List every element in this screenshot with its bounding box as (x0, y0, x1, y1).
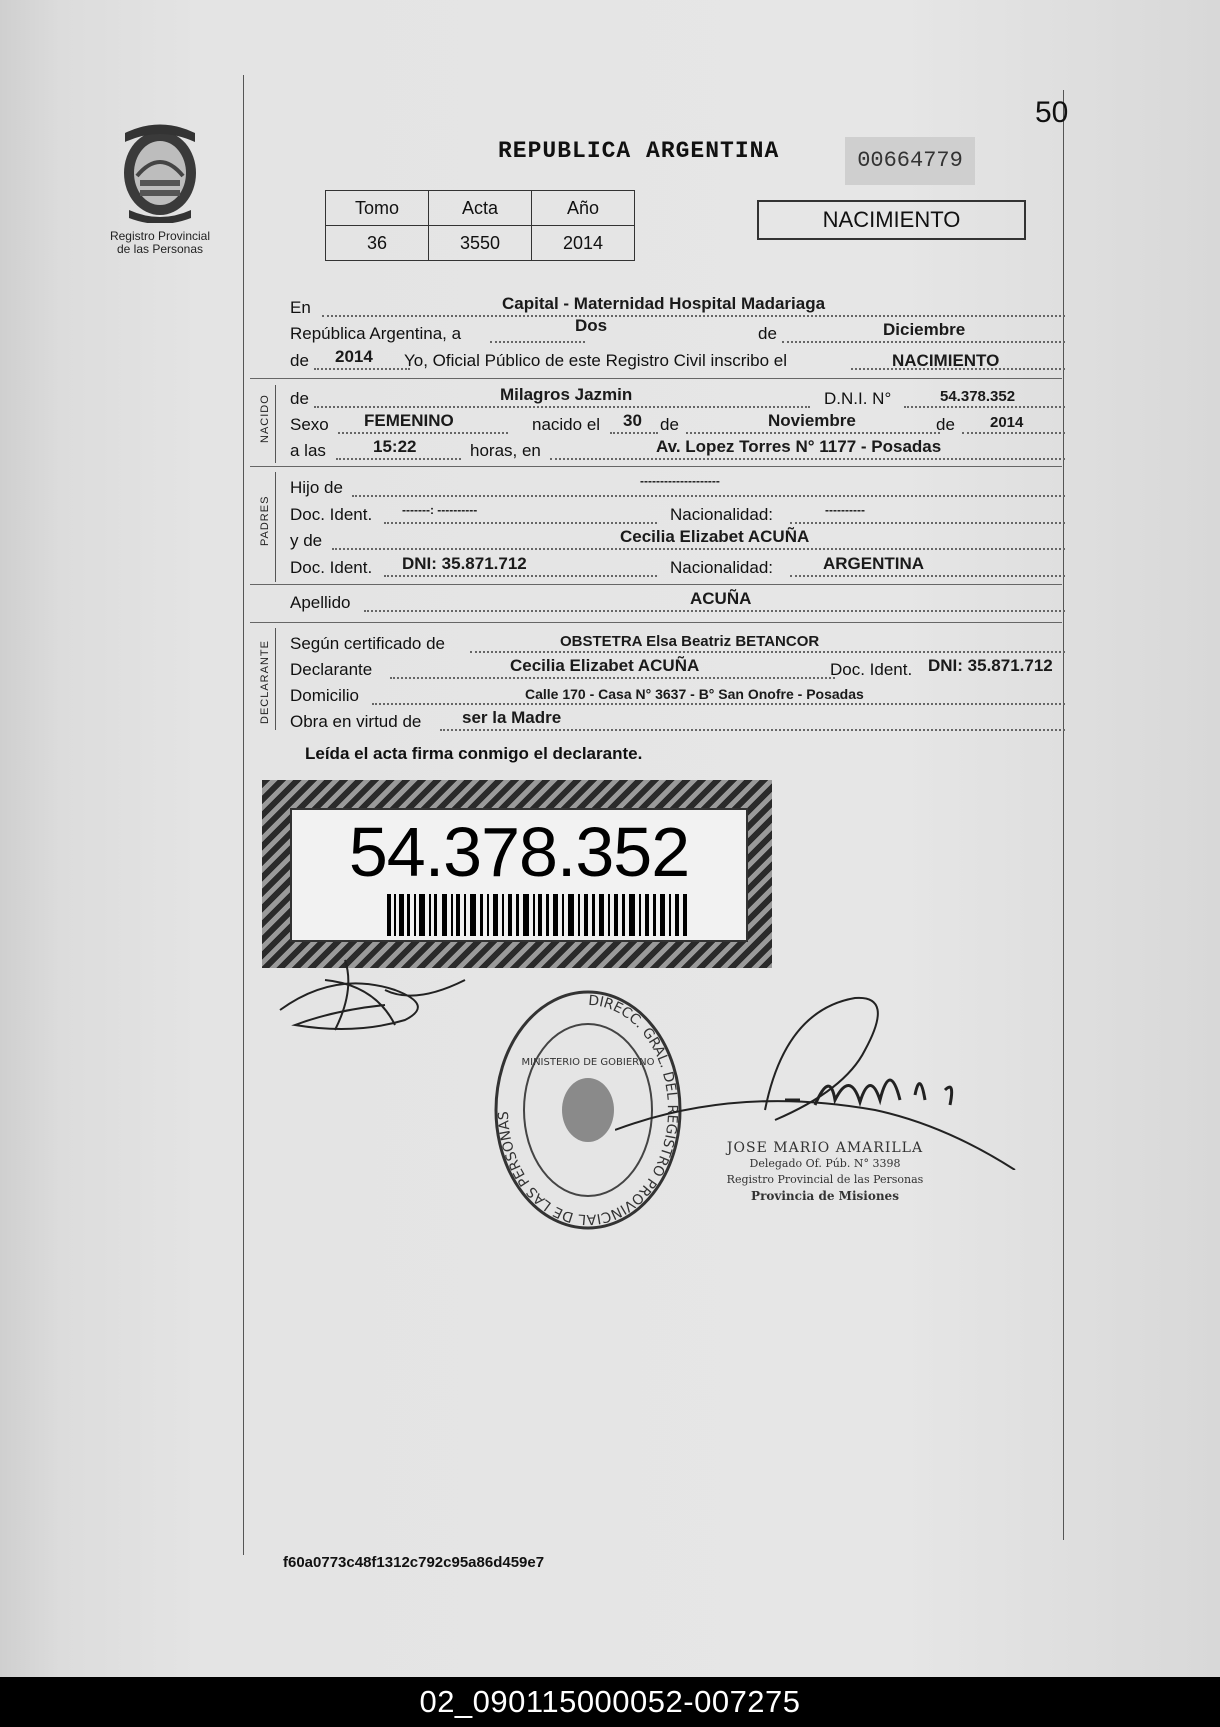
label-inscribo: Yo, Oficial Público de este Registro Civil inscribo el (404, 351, 787, 370)
value-birth-place: Av. Lopez Torres N° 1177 - Posadas (656, 437, 942, 456)
dots (790, 575, 1065, 577)
acta-value: 3550 (429, 226, 532, 261)
label-declarante: Declarante (290, 660, 373, 679)
value-mother: Cecilia Elizabet ACUÑA (620, 527, 810, 546)
declarante-top-divider (250, 622, 1062, 623)
official-title: Delegado Of. Púb. N° 3398 (749, 1157, 901, 1170)
dots (782, 341, 1065, 343)
document-hash: f60a0773c48f1312c792c95a86d459e7 (283, 1554, 545, 1571)
section-divider-nacido (275, 385, 276, 463)
anio-value: 2014 (532, 226, 635, 261)
dots (372, 703, 1065, 705)
value-sex: FEMENINO (364, 411, 454, 430)
registry-name-line1: Registro Provincial (109, 229, 211, 243)
dots (384, 575, 657, 577)
label-nacido-el: nacido el (532, 415, 601, 434)
value-child-dni: 54.378.352 (940, 388, 1016, 405)
row-doc-mother (290, 554, 1065, 580)
label-a-las: a las (290, 441, 326, 460)
label-domicilio: Domicilio (290, 686, 359, 705)
value-father: -------------------- (640, 474, 720, 488)
label-doc-ident-father: Doc. Ident. (290, 505, 373, 524)
value-place-of-registration: Capital - Maternidad Hospital Madariaga (502, 294, 826, 313)
left-margin-line (243, 75, 244, 1555)
dots (338, 432, 508, 434)
serial-number: 00664779 (845, 137, 975, 185)
section-divider-declarante (275, 628, 276, 730)
value-day: Dos (575, 316, 608, 335)
dots (336, 458, 461, 460)
seal-inner-text: MINISTERIO DE GOBIERNO (521, 1057, 655, 1068)
label-de-birth2: de (936, 415, 955, 434)
dni-barcode-label (262, 780, 772, 968)
act-type-box: NACIMIENTO (757, 200, 1026, 240)
label-segun-certificado: Según certificado de (290, 634, 445, 653)
row-declarante (290, 656, 1065, 682)
official-registry: Registro Provincial de las Personas (726, 1173, 924, 1186)
dots (490, 341, 585, 343)
declarant-signature-icon (275, 950, 495, 1050)
registry-name (90, 230, 230, 256)
row-anio (290, 347, 1065, 373)
section-label-nacido: NACIDO (259, 394, 271, 443)
padres-top-divider (250, 466, 1062, 467)
label-en: En (290, 298, 311, 317)
section-divider-padres (275, 472, 276, 582)
file-id-strip: 02_090115000052-007275 (0, 1677, 1220, 1727)
value-father-doc: -------: ---------- (402, 503, 478, 517)
dots (314, 406, 810, 408)
dots (332, 548, 1065, 550)
label-dni: D.N.I. N° (824, 389, 892, 408)
page-number: 50 (1035, 96, 1069, 129)
label-horas-en: horas, en (470, 441, 541, 460)
dots (550, 458, 1065, 460)
row-republica (290, 316, 1065, 346)
dots (610, 432, 658, 434)
tomo-value: 36 (326, 226, 429, 261)
padres-bottom-divider (250, 584, 1062, 585)
dots (904, 406, 1065, 408)
value-basis: ser la Madre (462, 708, 562, 727)
label-obra-en-virtud: Obra en virtud de (290, 712, 422, 731)
row-doc-father (290, 501, 1065, 527)
value-birth-month: Noviembre (768, 411, 856, 430)
nacido-top-divider (250, 378, 1062, 379)
label-hijo-de: Hijo de (290, 478, 343, 497)
value-month: Diciembre (883, 320, 966, 339)
row-sexo (290, 411, 1065, 437)
value-certificate: OBSTETRA Elsa Beatriz BETANCOR (560, 633, 820, 650)
label-de-nombre: de (290, 389, 309, 408)
row-apellido (290, 589, 1065, 615)
tomo-header: Tomo (326, 191, 429, 226)
dots (384, 522, 657, 524)
barcode-white-panel (290, 808, 748, 942)
value-surname: ACUÑA (690, 589, 752, 608)
official-stamp-block (700, 1140, 950, 1204)
value-mother-doc: DNI: 35.871.712 (402, 554, 527, 573)
row-en (290, 294, 1065, 320)
row-domicilio (290, 682, 1065, 708)
row-certificado (290, 630, 1065, 656)
row-y-de (290, 527, 1065, 553)
row-nombre (290, 385, 1065, 411)
barcode-icon (387, 894, 687, 936)
closing-statement: Leída el acta firma conmigo el declarante. (305, 744, 643, 763)
barcode-number: 54.378.352 (348, 813, 690, 891)
official-name: JOSE MARIO AMARILLA (726, 1140, 924, 1156)
value-act-nacimiento: NACIMIENTO (892, 351, 1000, 370)
dots (352, 495, 1065, 497)
dots (790, 522, 1065, 524)
label-nacionalidad-mother: Nacionalidad: (670, 558, 774, 577)
dots (322, 315, 1065, 317)
provincial-emblem-icon (115, 118, 205, 223)
registry-name-line2: de las Personas (116, 242, 204, 256)
label-doc-ident-declarant: Doc. Ident. (830, 660, 913, 679)
label-apellido: Apellido (290, 593, 351, 612)
official-province: Provincia de Misiones (751, 1189, 899, 1203)
country-title: REPUBLICA ARGENTINA (498, 138, 780, 164)
section-label-padres: PADRES (259, 495, 271, 546)
row-hijo-de (290, 474, 1065, 500)
value-child-name: Milagros Jazmin (500, 385, 633, 404)
tomo-acta-anio-table (325, 190, 635, 261)
dots (314, 368, 410, 370)
value-birth-year: 2014 (990, 414, 1024, 431)
label-republica: República Argentina, a (290, 324, 462, 343)
section-label-declarante: DECLARANTE (259, 640, 271, 724)
row-hora (290, 437, 1065, 463)
value-address: Calle 170 - Casa N° 3637 - B° San Onofre - Posadas (525, 686, 864, 702)
label-y-de: y de (290, 531, 323, 550)
acta-header: Acta (429, 191, 532, 226)
value-year-registration: 2014 (335, 347, 373, 366)
value-declarant: Cecilia Elizabet ACUÑA (510, 656, 700, 675)
label-sexo: Sexo (290, 415, 329, 434)
dots (440, 729, 1065, 731)
anio-header: Año (532, 191, 635, 226)
label-de-anio: de (290, 351, 309, 370)
label-de: de (758, 324, 777, 343)
dots (390, 677, 835, 679)
dots (686, 432, 940, 434)
value-father-nationality: ---------- (825, 503, 865, 517)
label-doc-ident-mother: Doc. Ident. (290, 558, 373, 577)
label-de-birth1: de (660, 415, 679, 434)
value-mother-nationality: ARGENTINA (823, 554, 925, 573)
dots (364, 610, 1065, 612)
seal-ring-text: DIRECC. GRAL. DEL REGISTRO PROVINCIAL DE LAS PERSONAS (495, 992, 680, 1228)
dots (470, 651, 1065, 653)
row-obra (290, 708, 1065, 734)
label-nacionalidad-father: Nacionalidad: (670, 505, 774, 524)
value-declarant-doc: DNI: 35.871.712 (928, 656, 1053, 675)
value-birth-day: 30 (623, 411, 642, 430)
dots (962, 432, 1065, 434)
value-birth-time: 15:22 (373, 437, 417, 456)
